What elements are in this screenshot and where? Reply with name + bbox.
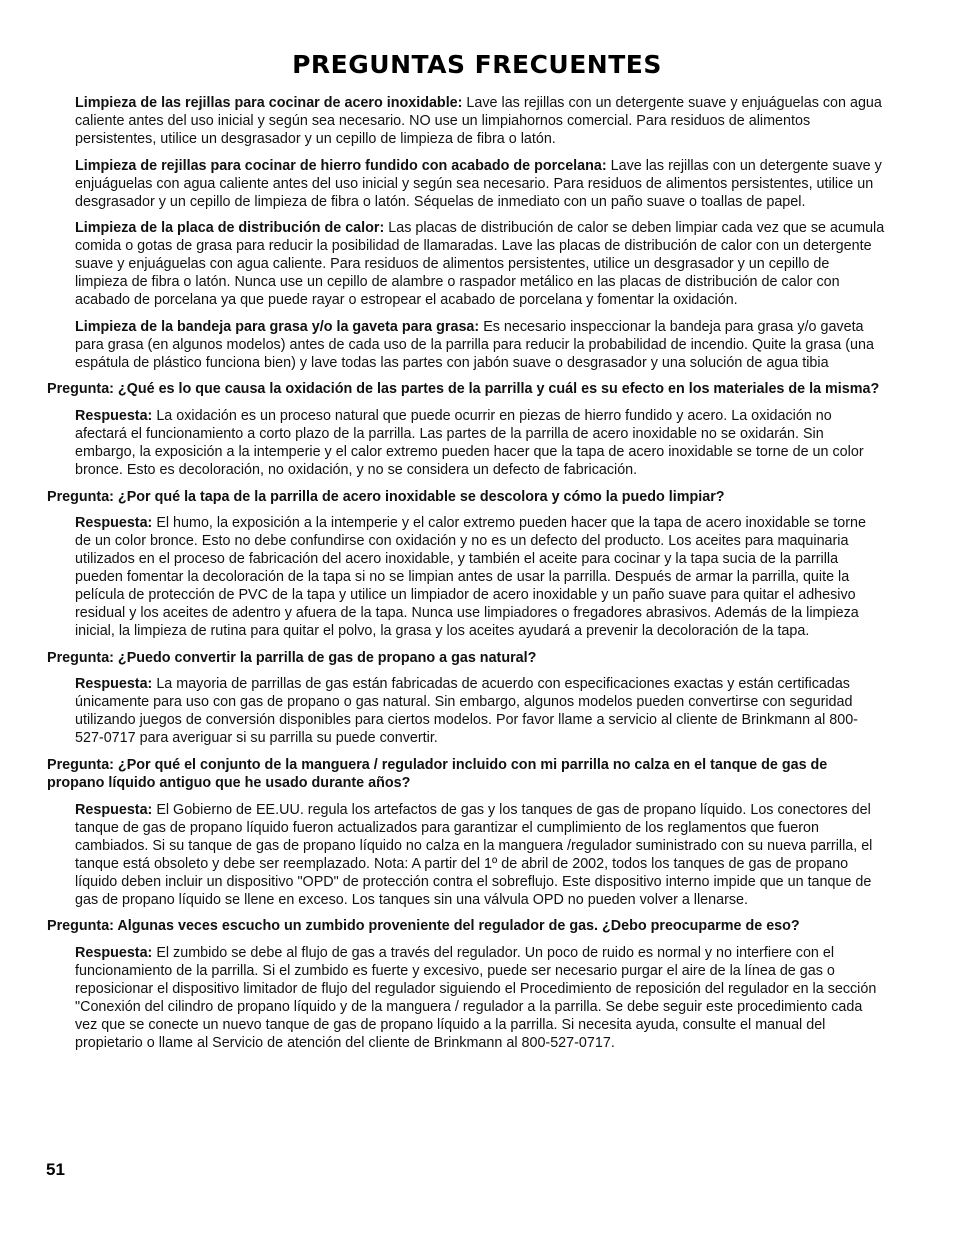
faq-question: Pregunta: Algunas veces escucho un zumbido proveniente del regulador de gas. ¿Debo preocuparme de eso?	[47, 918, 800, 935]
answer-text: El zumbido se debe al flujo de gas a través del regulador. Un poco de ruido es normal y no interfiere con el funcionamiento de la parrilla. Si el zumbido es fuerte y excesivo, puede ser necesario purgar el aire de la línea de gas o reposicionar el dispositivo limitador de flujo del regulador siguiendo el Procedimiento de reposición del regulador en la sección "Conexión del cilindro de propano líquido y de la manguera / regulador a la parrilla. Se debe seguir este procedimiento cada vez que se conecte un nuevo tanque de gas de propano líquido a la parrilla. Si necesita ayuda, consulte el manual del propietario o llame al Servicio de atención del cliente de Brinkmann al 800-527-0717.	[75, 944, 877, 1051]
paragraph-text: Lave las rejillas con un detergente suave y enjuáguelas con agua caliente antes del uso inicial y según sea necesario. NO use un limpiahornos comercial. Para residuos de alimentos persistentes, utilice un desgrasador y un cepillo de limpieza de fibra o latón.	[75, 95, 882, 147]
faq-answer	[47, 407, 885, 479]
answer-text: El humo, la exposición a la intemperie y el calor extremo pueden hacer que la tapa de acero inoxidable se torne de un color bronce. Esto no debe confundirse con oxidación y no es un defecto del producto. Los aceites para maquinaria utilizados en el proceso de fabricación del acero inoxidable, y también el aceite para cocinar y la tapa sucia de la parrilla pueden fomentar la decoloración de la tapa si no se limpian antes de usar la parrilla. Después de armar la parrilla, quite la película de protección de PVC de la tapa y utilice un limpiador de acero inoxidable y un paño suave para quitar el adhesivo residual y los aceites de adentro y afuera de la tapa. Nunca use limpiadores o fregadores abrasivos. Además de la limpieza inicial, la limpieza de rutina para quitar el polvo, la grasa y los aceites ayudará a prevenir la decoloración de la tapa.	[75, 515, 866, 640]
faq-question: Pregunta: ¿Por qué la tapa de la parrilla de acero inoxidable se descolora y cómo la puedo limpiar?	[47, 488, 725, 505]
cleaning-paragraph-heat-plate	[47, 219, 885, 309]
faq-answer	[47, 801, 885, 909]
paragraph-heading: Limpieza de la bandeja para grasa y/o la gaveta para grasa:	[75, 318, 480, 335]
paragraph-text: Las placas de distribución de calor se deben limpiar cada vez que se acumula comida o gotas de grasa para reducir la posibilidad de llamaradas. Lave las placas de distribución de calor con un detergente suave y enjuáguelas con agua caliente. Para residuos de alimentos persistentes, utilice un desgrasador y un cepillo de limpieza de fibra o latón. Nunca use un cepillo de alambre o raspador metálico en las placas de distribución de calor con acabado de porcelana ya que puede rayar o estropear el acabado de porcelana y fomentar la oxidación.	[75, 220, 885, 309]
answer-label: Respuesta:	[75, 676, 153, 693]
faq-answer	[47, 514, 885, 640]
faq-question: Pregunta: ¿Puedo convertir la parrilla de gas de propano a gas natural?	[47, 649, 537, 666]
cleaning-paragraph-cast-iron-grates	[47, 157, 885, 211]
paragraph-text: Lave las rejillas con un detergente suave y enjuáguelas con agua caliente antes del uso inicial y según sea necesario. Para residuos de alimentos persistentes, utilice un desgrasador y un cepillo de limpieza de fibra o latón. Séquelas de inmediato con un paño suave o toallas de papel.	[75, 157, 882, 210]
answer-label: Respuesta:	[75, 801, 153, 818]
answer-label: Respuesta:	[75, 407, 153, 424]
answer-label: Respuesta:	[75, 515, 153, 532]
paragraph-text: Es necesario inspeccionar la bandeja para grasa y/o gaveta para grasa (en algunos modelos) antes de cada uso de la parrilla para reducir la probabilidad de incendio. Quite la grasa (una espátula de plástico funciona bien) y lave todas las partes con jabón suave o desgrasador y una solución de agua tibia	[75, 318, 874, 371]
answer-text: El Gobierno de EE.UU. regula los artefactos de gas y los tanques de gas de propano líquido. Los conectores del tanque de gas de propano líquido fueron actualizados para garantizar el cumplimiento de los reglamentos que fueron cambiados. Si su tanque de gas de propano líquido no calza en la manguera /regulador suministrado con su nueva parrilla, el tanque está obsoleto y debe ser reemplazado. Nota: A partir del 1º de abril de 2002, todos los tanques de gas de propano líquido deben incluir un dispositivo "OPD" de protección contra el sobreflujo. Este dispositivo interno impide que un tanque de gas de propano líquido se llene en exceso. Los tanques sin una válvula OPD no pueden volver a llenarse.	[75, 801, 873, 908]
paragraph-heading: Limpieza de rejillas para cocinar de hierro fundido con acabado de porcelana:	[75, 157, 607, 174]
paragraph-heading: Limpieza de la placa de distribución de calor:	[75, 220, 385, 237]
faq-answer	[47, 944, 885, 1052]
answer-text: La oxidación es un proceso natural que puede ocurrir en piezas de hierro fundido y acero. La oxidación no afectará el funcionamiento a corto plazo de la parrilla. Las partes de la parrilla de acero inoxidable no se oxidarán. Sin embargo, la exposición a la intemperie y el calor extremo pueden hacer que la tapa de acero inoxidable se torne de un color bronce. Esto es decoloración, no oxidación, y no se considera un defecto de fabricación.	[75, 407, 864, 478]
faq-question: Pregunta: ¿Qué es lo que causa la oxidación de las partes de la parrilla y cuál es su efecto en los materiales de la misma?	[47, 381, 880, 398]
page-number: 51	[46, 1160, 65, 1179]
answer-text: La mayoria de parrillas de gas están fabricadas de acuerdo con especificaciones exactas y están certificadas únicamente para uso con gas de propano o gas natural. Sin embargo, algunos modelos pueden convertirse con seguridad utilizando juegos de conversión disponibles para ciertos modelos. Por favor llame a servicio al cliente de Brinkmann al 800-527-0717 para averiguar si su parrilla su puede convertir.	[75, 676, 858, 747]
paragraph-heading: Limpieza de las rejillas para cocinar de acero inoxidable:	[75, 95, 463, 111]
answer-label: Respuesta:	[75, 944, 153, 961]
faq-content	[47, 94, 885, 1060]
faq-question: Pregunta: ¿Por qué el conjunto de la manguera / regulador incluido con mi parrilla no calza en el tanque de gas de propano líquido antiguo que he usado durante años?	[47, 756, 828, 791]
cleaning-paragraph-stainless-grates	[47, 94, 885, 148]
faq-answer	[47, 675, 885, 747]
page-title: PREGUNTAS FRECUENTES	[292, 50, 662, 79]
cleaning-paragraph-grease-tray	[47, 318, 885, 372]
